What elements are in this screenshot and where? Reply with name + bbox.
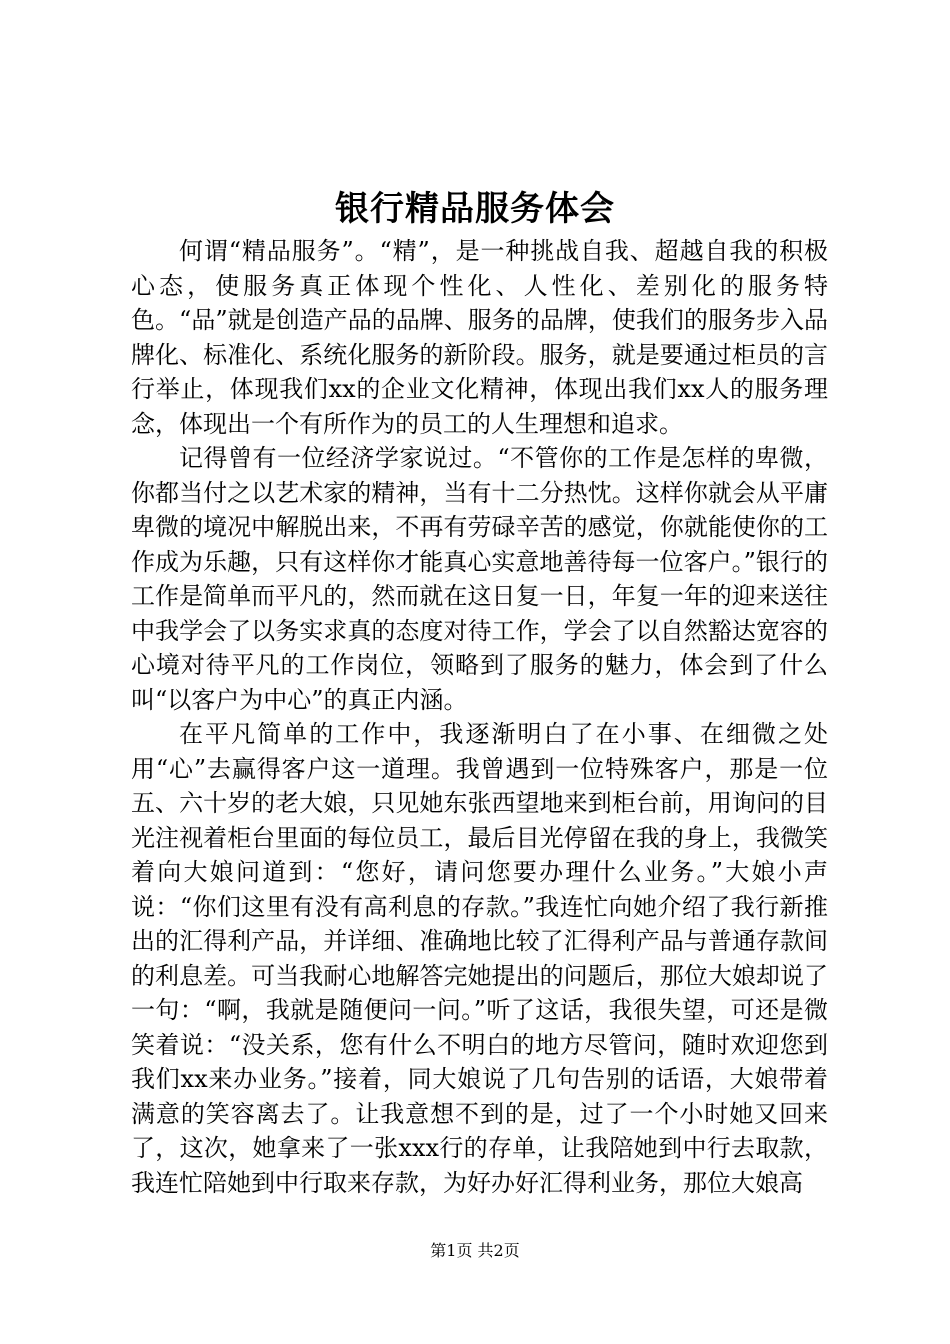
paragraph-3: 在平凡简单的工作中，我逐渐明白了在小事、在细微之处用“心”去赢得客户这一道理。我曾遇到一位特殊客户，那是一位五、六十岁的老大娘，只见她东张西望地来到柜台前，用询问的目光注视着柜台里面的每位员工，最后目光停留在我的身上，我微笑着向大娘问道到：“您好，请问您要办理什么业务。”大娘小声说：“你们这里有没有高利息的存款。”我连忙向她介绍了我行新推出的汇得利产品，并详细、准确地比较了汇得利产品与普通存款间的利息差。可当我耐心地解答完她提出的问题后，那位大娘却说了一句：“啊，我就是随便问一问。”听了这话，我很失望，可还是微笑着说：“没关系，您有什么不明白的地方尽管问，随时欢迎您到我们xx来办业务。”接着，同大娘说了几句告别的话语，大娘带着满意的笑容离去了。让我意想不到的是，过了一个小时她又回来了，这次，她拿来了一张xxx行的存单，让我陪她到中行去取款，我连忙陪她到中行取来存款，为好办好汇得利业务，那位大娘高 [131,720,828,1197]
document-body [131,234,828,1200]
document-title: 银行精品服务体会 [335,189,615,229]
paragraph-1: 何谓“精品服务”。“精”，是一种挑战自我、超越自我的积极心态，使服务真正体现个性化、人性化、差别化的服务特色。“品”就是创造产品的品牌、服务的品牌，使我们的服务步入品牌化、标准化、系统化服务的新阶段。服务，就是要通过柜员的言行举止，体现我们xx的企业文化精神，体现出我们xx人的服务理念，体现出一个有所作为的员工的人生理想和追求。 [131,237,828,438]
page-number-footer: 第1页 共2页 [430,1241,520,1260]
paragraph-2: 记得曾有一位经济学家说过。“不管你的工作是怎样的卑微，你都当付之以艺术家的精神，当有十二分热忱。这样你就会从平庸卑微的境况中解脱出来，不再有劳碌辛苦的感觉，你就能使你的工作成为乐趣，只有这样你才能真心实意地善待每一位客户。”银行的工作是简单而平凡的，然而就在这日复一日，年复一年的迎来送往中我学会了以务实求真的态度对待工作，学会了以自然豁达宽容的心境对待平凡的工作岗位，领略到了服务的魅力，体会到了什么叫“以客户为中心”的真正内涵。 [131,444,828,714]
